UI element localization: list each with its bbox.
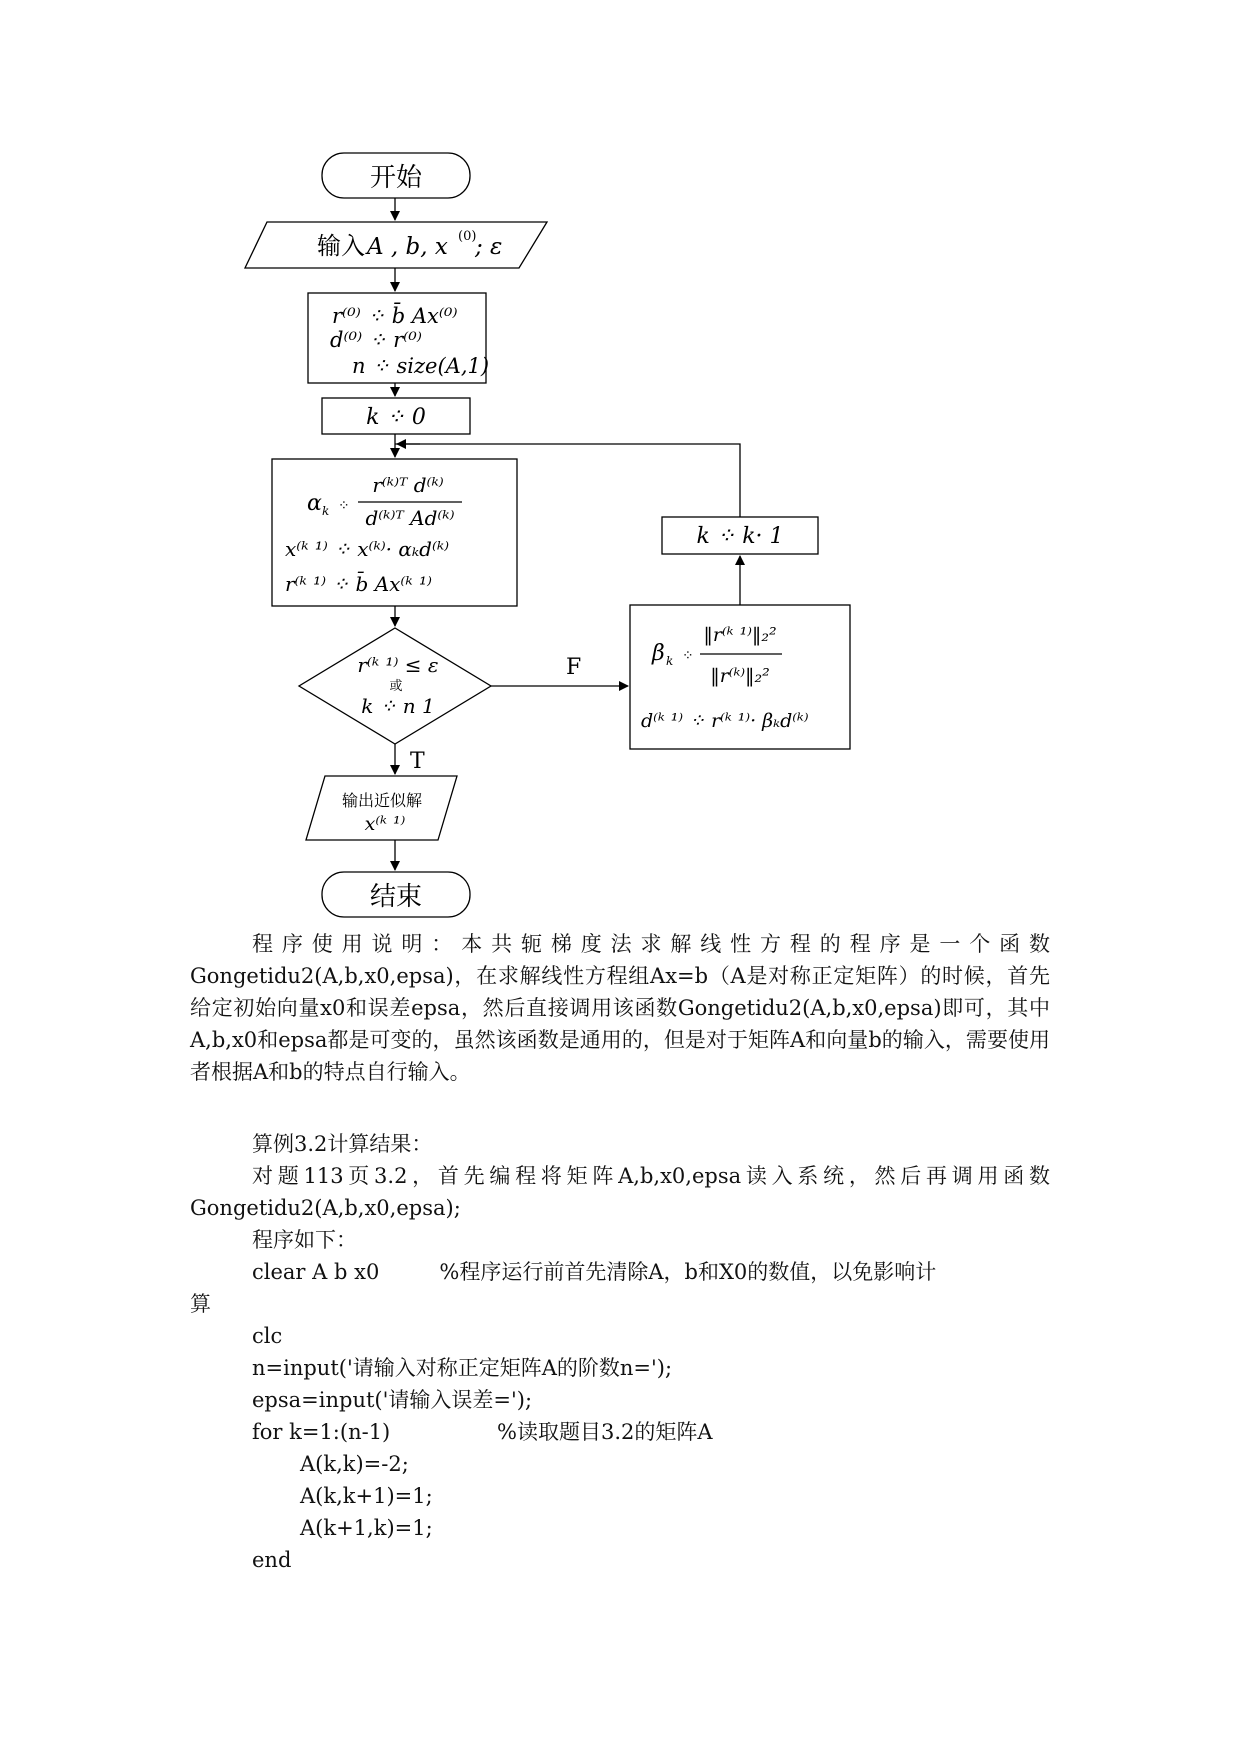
- alpha-assign: ⁘: [338, 498, 350, 514]
- code-line-end: end: [252, 1548, 292, 1572]
- input-eps: ; ε: [475, 234, 503, 260]
- code-line-clc: clc: [252, 1324, 283, 1348]
- alpha-numerator: r⁽ᵏ⁾ᵀ d⁽ᵏ⁾: [372, 473, 444, 497]
- beta-sub: k: [666, 654, 674, 668]
- beta-numerator: ‖r⁽ᵏ ¹⁾‖₂²: [703, 624, 777, 646]
- init-line-3: n ⁘ size(A,1): [352, 354, 490, 378]
- x-update: x⁽ᵏ ¹⁾ ⁘ x⁽ᵏ⁾· αₖd⁽ᵏ⁾: [285, 537, 450, 561]
- code-line-ak1k: A(k+1,k)=1;: [300, 1516, 433, 1540]
- true-label: T: [410, 749, 425, 774]
- init-line-2: d⁽⁰⁾ ⁘ r⁽⁰⁾: [330, 328, 422, 352]
- alpha-lhs: α: [307, 491, 322, 516]
- input-prefix: 输入: [317, 232, 365, 260]
- code-line-clear: clear A b x0 %程序运行前首先清除A，b和X0的数值，以免影响计: [252, 1260, 937, 1284]
- alpha-denominator: d⁽ᵏ⁾ᵀ Ad⁽ᵏ⁾: [365, 506, 455, 530]
- usage-paragraph: 程序使用说明：本共轭梯度法求解线性方程的程序是一个函数Gongetidu2(A,b,x0,epsa)，在求解线性方程组Ax=b（A是对称正定矩阵）的时候，首先给定初始向量x0和误差epsa，然后直接调用该函数Gongetidu2(A,b,x0,epsa)即可，其中A,b,x0和epsa都是可变的，虽然该函数是通用的，但是对于矩阵A和向量b的输入，需要使用者根据A和b的特点自行输入。: [190, 932, 1050, 1084]
- decision-line-1: r⁽ᵏ ¹⁾ ≤ ε: [357, 653, 439, 677]
- output-line-2: x⁽ᵏ ¹⁾: [364, 813, 406, 835]
- beta-lhs: β: [652, 641, 665, 666]
- example-title: 算例3.2计算结果：: [252, 1132, 433, 1156]
- program-intro: 程序如下：: [252, 1228, 357, 1252]
- code-line-akk1: A(k,k+1)=1;: [300, 1484, 433, 1508]
- beta-assign: ⁘: [682, 648, 694, 664]
- init-line-1: r⁽⁰⁾ ⁘ b̄ Ax⁽⁰⁾: [332, 304, 458, 328]
- code-line-for: for k=1:(n-1) %读取题目3.2的矩阵A: [252, 1420, 713, 1444]
- code-line-n-input: n=input('请输入对称正定矩阵A的阶数n=');: [252, 1356, 673, 1380]
- input-sup: (0): [458, 229, 477, 244]
- r-update: r⁽ᵏ ¹⁾ ⁘ b̄ Ax⁽ᵏ ¹⁾: [285, 572, 432, 596]
- beta-denominator: ‖r⁽ᵏ⁾‖₂²: [710, 665, 770, 687]
- output-line-1: 输出近似解: [341, 791, 423, 810]
- end-label: 结束: [369, 882, 423, 912]
- code-line-akk: A(k,k)=-2;: [300, 1452, 409, 1476]
- start-label: 开始: [369, 163, 423, 193]
- decision-line-2: 或: [389, 679, 403, 694]
- decision-line-3: k ⁘ n 1: [361, 694, 435, 718]
- code-line-epsa-input: epsa=input('请输入误差=');: [252, 1388, 533, 1412]
- alpha-sub: k: [322, 504, 330, 518]
- k-inc-label: k ⁘ k· 1: [696, 524, 784, 549]
- d-update: d⁽ᵏ ¹⁾ ⁘ r⁽ᵏ ¹⁾· βₖd⁽ᵏ⁾: [641, 710, 809, 732]
- code-line-clear-cont: 算: [190, 1292, 211, 1316]
- false-label: F: [566, 655, 582, 680]
- example-paragraph: 对题113页3.2，首先编程将矩阵A,b,x0,epsa读入系统，然后再调用函数Gongetidu2(A,b,x0,epsa);: [190, 1164, 1050, 1220]
- k-init-label: k ⁘ 0: [366, 405, 426, 430]
- input-vars: A , b, x: [367, 234, 448, 260]
